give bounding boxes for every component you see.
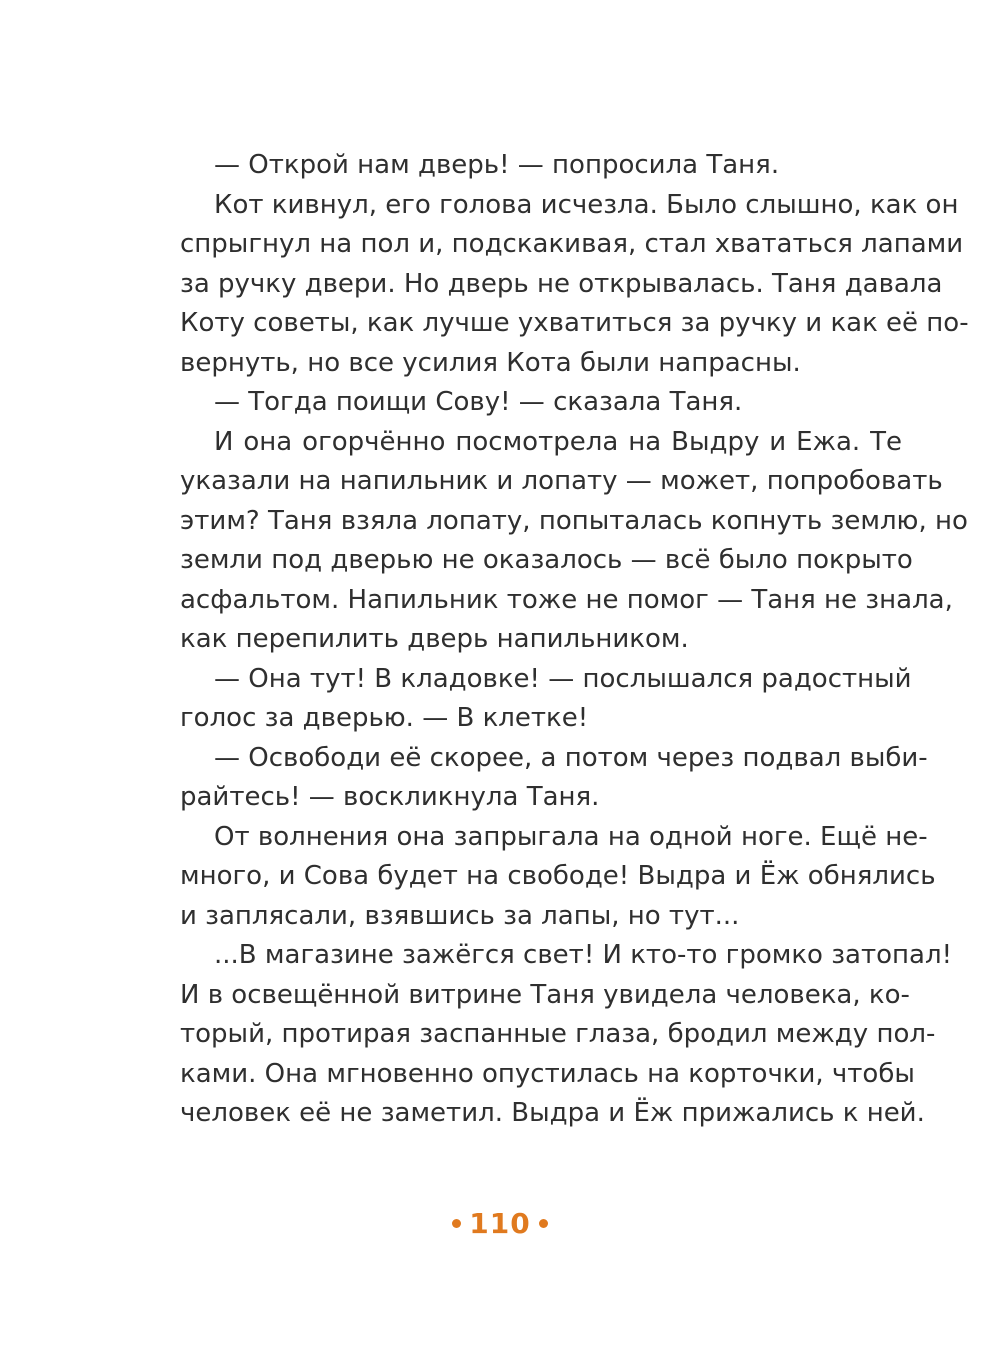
text-line: ками. Она мгновенно опустилась на корточки, чтобы xyxy=(180,1058,915,1089)
text-line: райтесь! — воскликнула Таня. xyxy=(180,782,600,812)
bullet-dot-icon xyxy=(452,1219,461,1228)
text-line: — Освободи её скорее, а потом через подвал выби- xyxy=(214,742,928,773)
text-line: ...В магазине зажёгся свет! И кто-то громко затопал! xyxy=(214,940,953,970)
text-line: И в освещённой витрине Таня увидела человека, ко- xyxy=(180,979,910,1010)
text-line: От волнения она запрыгала на одной ноге. Ещё не- xyxy=(214,821,928,852)
text-line: этим? Таня взяла лопату, попыталась копнуть землю, но xyxy=(180,505,968,536)
text-line: Коту советы, как лучше ухватиться за ручку и как её по- xyxy=(180,308,969,338)
text-line: голос за дверью. — В клетке! xyxy=(180,703,589,733)
text-line: человек её не заметил. Выдра и Ёж прижались к ней. xyxy=(180,1098,925,1128)
text-line: вернуть, но все усилия Кота были напрасны. xyxy=(180,347,801,378)
text-line: И она огорчённо посмотрела на Выдру и Ежа. Те xyxy=(214,426,902,457)
text-line: торый, протирая заспанные глаза, бродил между пол- xyxy=(180,1019,936,1049)
bullet-dot-icon xyxy=(539,1219,548,1228)
page-body xyxy=(180,146,969,1134)
text-line: и заплясали, взявшись за лапы, но тут... xyxy=(180,900,740,931)
page-number xyxy=(0,1204,1000,1244)
text-line: асфальтом. Напильник тоже не помог — Таня не знала, xyxy=(180,584,953,615)
text-line: как перепилить дверь напильником. xyxy=(180,624,689,654)
text-line: — Открой нам дверь! — попросила Таня. xyxy=(214,150,780,180)
text-line: много, и Сова будет на свободе! Выдра и Ёж обнялись xyxy=(180,861,936,891)
text-line: — Тогда поищи Сову! — сказала Таня. xyxy=(214,387,743,417)
text-line: указали на напильник и лопату — может, попробовать xyxy=(180,466,943,496)
text-line: — Она тут! В кладовке! — послышался радостный xyxy=(214,663,912,694)
text-line: за ручку двери. Но дверь не открывалась. Таня давала xyxy=(180,268,943,299)
page-number-label: 110 xyxy=(469,1207,531,1240)
text-line: земли под дверью не оказалось — всё было покрыто xyxy=(180,545,913,575)
text-line: Кот кивнул, его голова исчезла. Было слышно, как он xyxy=(214,189,959,220)
text-line: спрыгнул на пол и, подскакивая, стал хвататься лапами xyxy=(180,229,964,259)
